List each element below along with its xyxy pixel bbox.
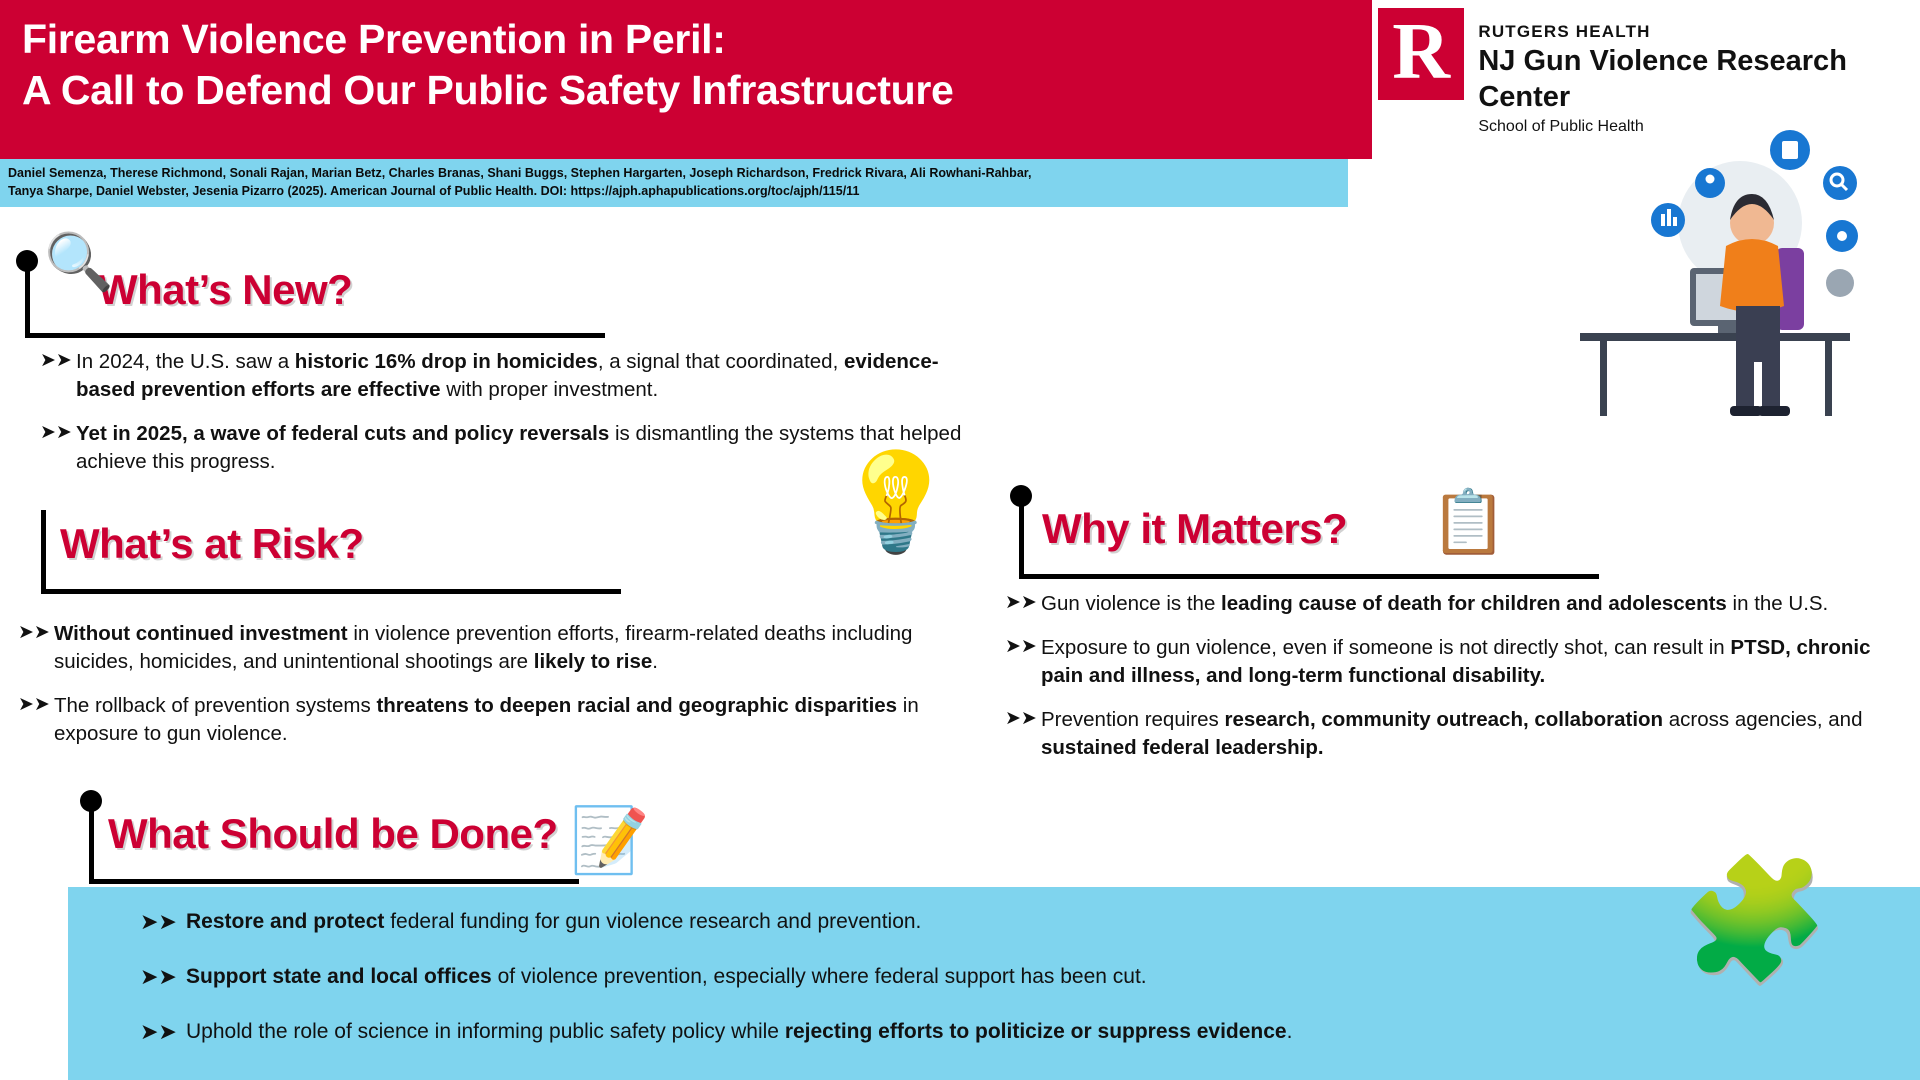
- why-it-matters-rule: [1010, 495, 1630, 581]
- whats-at-risk-rule: [32, 510, 652, 596]
- poster-title-line-1: Firearm Violence Prevention in Peril:: [22, 16, 726, 62]
- what-should-be-done-title: What Should be Done?: [108, 810, 558, 857]
- bullet-arrow-icon: ➤➤: [18, 622, 50, 643]
- whats-at-risk-title: What’s at Risk?: [60, 520, 364, 567]
- whats-new-bullet-1: In 2024, the U.S. saw a historic 16% drop in homicides, a signal that coordinated, evidence-based prevention efforts are effective with proper investment.: [76, 350, 939, 401]
- list-item: [140, 963, 1540, 991]
- bullet-arrow-icon: ➤➤: [1005, 636, 1037, 657]
- recommendation-1: Restore and protect federal funding for gun violence research and prevention.: [186, 910, 922, 933]
- bullet-arrow-icon: ➤➤: [1005, 592, 1037, 613]
- clipboard-icon: 📋: [1430, 488, 1508, 557]
- rule-vertical: [41, 510, 46, 594]
- why-it-matters-bullet-2: Exposure to gun violence, even if someone is not directly shot, can result in PTSD, chronic pain and illness, and long-term functional disability.: [1041, 636, 1871, 687]
- lightbulb-icon: 💡: [836, 449, 956, 556]
- rule-horizontal: [89, 879, 579, 884]
- whats-at-risk-bullets: [18, 620, 938, 764]
- logo-school-label: School of Public Health: [1478, 118, 1644, 135]
- puzzle-icon: 🧩: [1680, 853, 1830, 987]
- bullet-item: [1005, 634, 1910, 690]
- bullet-item: [18, 620, 938, 676]
- why-it-matters-bullet-3: Prevention requires research, community outreach, collaboration across agencies, and sustained federal leadership.: [1041, 708, 1863, 759]
- poster-title-line-2: A Call to Defend Our Public Safety Infrastructure: [22, 67, 954, 113]
- rule-horizontal: [25, 333, 605, 338]
- authors-line-2: Tanya Sharpe, Daniel Webster, Jesenia Pizarro (2025). American Journal of Public Health. DOI: https://ajph.aphapublications.org/toc/ajph/115/11: [8, 184, 860, 198]
- rutgers-logo: [1378, 8, 1918, 135]
- whats-new-bullets: [40, 348, 970, 492]
- logo-text-block: [1478, 8, 1918, 136]
- recommendation-2: Support state and local offices of violence prevention, especially where federal support has been cut.: [186, 965, 1147, 988]
- researcher-desk-illustration: [1540, 128, 1870, 428]
- why-it-matters-bullets: [1005, 590, 1910, 778]
- logo-health-label: RUTGERS HEALTH: [1478, 22, 1651, 41]
- bullet-item: [18, 692, 938, 748]
- bullet-item: [1005, 590, 1910, 618]
- bullet-arrow-icon: ➤➤: [18, 694, 50, 715]
- bullet-arrow-icon: ➤➤: [140, 1019, 177, 1044]
- whats-new-bullet-2: Yet in 2025, a wave of federal cuts and policy reversals is dismantling the systems that helped achieve this progress.: [76, 422, 962, 473]
- rule-horizontal: [41, 589, 621, 594]
- magnifier-icon: 🔍: [44, 230, 114, 293]
- bullet-arrow-icon: ➤➤: [40, 350, 72, 371]
- why-it-matters-bullet-1: Gun violence is the leading cause of death for children and adolescents in the U.S.: [1041, 592, 1829, 615]
- authors-line-1: Daniel Semenza, Therese Richmond, Sonali Rajan, Marian Betz, Charles Branas, Shani Buggs, Stephen Hargarten, Joseph Richardson, Fredrick Rivara, Ali Rowhani-Rahbar,: [8, 166, 1032, 180]
- notes-icon: 📝: [570, 804, 650, 876]
- logo-center-label: NJ Gun Violence Research Center: [1478, 45, 1847, 113]
- section-why-it-matters: [1010, 495, 1630, 581]
- whats-at-risk-bullet-1: Without continued investment in violence prevention efforts, firearm-related deaths including suicides, homicides, and unintentional shootings are likely to rise.: [54, 622, 913, 673]
- bullet-arrow-icon: ➤➤: [140, 909, 177, 934]
- list-item: [140, 908, 1540, 936]
- rule-vertical: [89, 800, 94, 884]
- rule-vertical: [1019, 495, 1024, 579]
- bullet-arrow-icon: ➤➤: [40, 422, 72, 443]
- recommendation-list: [140, 908, 1540, 1073]
- whats-new-title: What’s New?: [98, 266, 353, 313]
- bullet-arrow-icon: ➤➤: [140, 964, 177, 989]
- bullet-item: [40, 420, 970, 476]
- section-whats-at-risk: [32, 510, 652, 596]
- list-item: [140, 1018, 1540, 1046]
- rutgers-r-icon: R: [1378, 8, 1464, 100]
- bullet-item: [40, 348, 970, 404]
- rule-vertical: [25, 260, 30, 338]
- recommendation-3: Uphold the role of science in informing public safety policy while rejecting efforts to politicize or suppress evidence.: [186, 1020, 1293, 1043]
- authors-band: [0, 159, 1348, 207]
- title-banner: [0, 0, 1372, 159]
- bullet-item: [1005, 706, 1910, 762]
- bullet-arrow-icon: ➤➤: [1005, 708, 1037, 729]
- why-it-matters-title: Why it Matters?: [1042, 505, 1348, 552]
- rule-horizontal: [1019, 574, 1599, 579]
- whats-at-risk-bullet-2: The rollback of prevention systems threatens to deepen racial and geographic disparities in exposure to gun violence.: [54, 694, 919, 745]
